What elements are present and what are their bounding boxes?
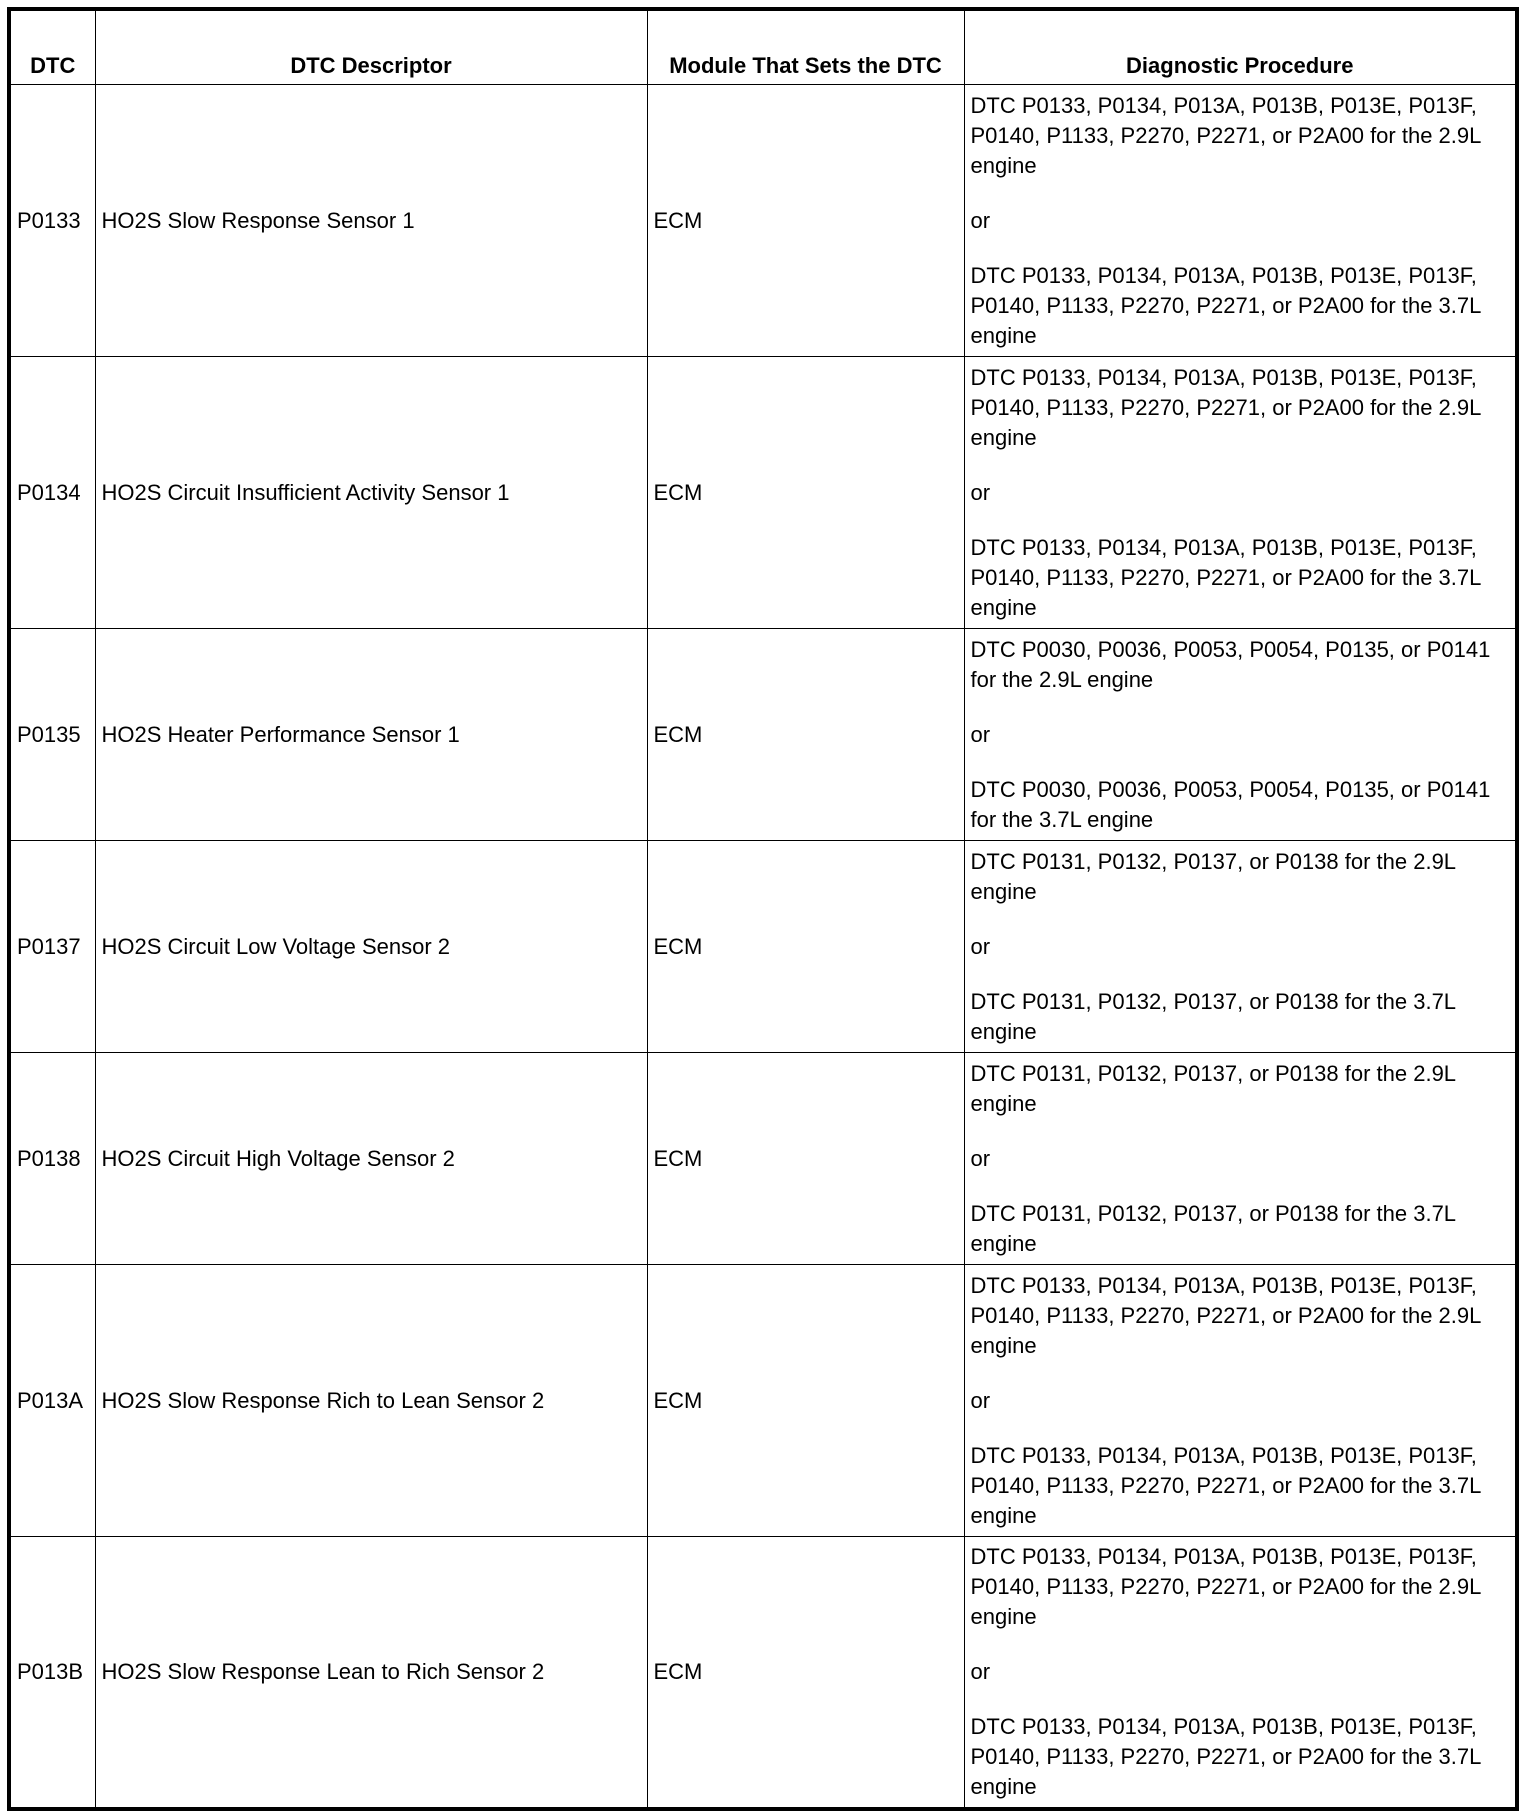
table-row <box>9 1537 1517 1809</box>
procedure-link-2-9l[interactable]: DTC P0133, P0134, P013A, P013B, P013E, P013F, P0140, P1133, P2270, P2271, or P2A00 for the 2.9L engine <box>970 1543 1481 1629</box>
dtc-descriptor: HO2S Slow Response Sensor 1 <box>95 85 647 357</box>
dtc-table-sheet <box>7 7 1515 1805</box>
procedure-link-2-9l[interactable]: DTC P0133, P0134, P013A, P013B, P013E, P013F, P0140, P1133, P2270, P2271, or P2A00 for the 2.9L engine <box>970 364 1481 450</box>
table-row <box>9 629 1517 841</box>
dtc-descriptor: HO2S Heater Performance Sensor 1 <box>95 629 647 841</box>
dtc-code: P0135 <box>9 629 95 841</box>
header-procedure: Diagnostic Procedure <box>964 9 1517 85</box>
procedure-link-3-7l[interactable]: DTC P0133, P0134, P013A, P013B, P013E, P013F, P0140, P1133, P2270, P2271, or P2A00 for the 3.7L engine <box>970 1442 1481 1528</box>
procedure-or: or <box>970 933 991 959</box>
diagnostic-procedure <box>964 629 1517 841</box>
header-descriptor: DTC Descriptor <box>95 9 647 85</box>
diagnostic-procedure <box>964 85 1517 357</box>
procedure-link-3-7l[interactable]: DTC P0030, P0036, P0053, P0054, P0135, or P0141 for the 3.7L engine <box>970 776 1491 832</box>
procedure-link-3-7l[interactable]: DTC P0133, P0134, P013A, P013B, P013E, P013F, P0140, P1133, P2270, P2271, or P2A00 for the 3.7L engine <box>970 1713 1481 1799</box>
table-row <box>9 1265 1517 1537</box>
setting-module: ECM <box>647 629 964 841</box>
procedure-or: or <box>970 207 991 233</box>
dtc-descriptor: HO2S Circuit Insufficient Activity Sensor 1 <box>95 357 647 629</box>
table-row <box>9 85 1517 357</box>
dtc-descriptor: HO2S Slow Response Rich to Lean Sensor 2 <box>95 1265 647 1537</box>
setting-module: ECM <box>647 841 964 1053</box>
dtc-code: P0134 <box>9 357 95 629</box>
procedure-or: or <box>970 1145 991 1171</box>
setting-module: ECM <box>647 1537 964 1809</box>
dtc-code: P013B <box>9 1537 95 1809</box>
table-row <box>9 1053 1517 1265</box>
dtc-descriptor: HO2S Slow Response Lean to Rich Sensor 2 <box>95 1537 647 1809</box>
diagnostic-procedure <box>964 357 1517 629</box>
dtc-code: P0137 <box>9 841 95 1053</box>
procedure-link-3-7l[interactable]: DTC P0133, P0134, P013A, P013B, P013E, P013F, P0140, P1133, P2270, P2271, or P2A00 for the 3.7L engine <box>970 262 1481 348</box>
setting-module: ECM <box>647 357 964 629</box>
dtc-code: P013A <box>9 1265 95 1537</box>
procedure-or: or <box>970 1658 991 1684</box>
procedure-or: or <box>970 1387 991 1413</box>
procedure-link-2-9l[interactable]: DTC P0131, P0132, P0137, or P0138 for the 2.9L engine <box>970 848 1456 904</box>
dtc-descriptor: HO2S Circuit High Voltage Sensor 2 <box>95 1053 647 1265</box>
setting-module: ECM <box>647 85 964 357</box>
header-module: Module That Sets the DTC <box>647 9 964 85</box>
diagnostic-procedure <box>964 1537 1517 1809</box>
diagnostic-procedure <box>964 1053 1517 1265</box>
setting-module: ECM <box>647 1265 964 1537</box>
procedure-link-2-9l[interactable]: DTC P0030, P0036, P0053, P0054, P0135, or P0141 for the 2.9L engine <box>970 636 1491 692</box>
procedure-link-3-7l[interactable]: DTC P0133, P0134, P013A, P013B, P013E, P013F, P0140, P1133, P2270, P2271, or P2A00 for the 3.7L engine <box>970 534 1481 620</box>
dtc-descriptor: HO2S Circuit Low Voltage Sensor 2 <box>95 841 647 1053</box>
header-dtc: DTC <box>9 9 95 85</box>
diagnostic-procedure <box>964 841 1517 1053</box>
table-row <box>9 357 1517 629</box>
procedure-link-2-9l[interactable]: DTC P0131, P0132, P0137, or P0138 for the 2.9L engine <box>970 1060 1456 1116</box>
procedure-or: or <box>970 721 991 747</box>
procedure-link-2-9l[interactable]: DTC P0133, P0134, P013A, P013B, P013E, P013F, P0140, P1133, P2270, P2271, or P2A00 for the 2.9L engine <box>970 92 1481 178</box>
procedure-link-3-7l[interactable]: DTC P0131, P0132, P0137, or P0138 for the 3.7L engine <box>970 988 1456 1044</box>
procedure-link-3-7l[interactable]: DTC P0131, P0132, P0137, or P0138 for the 3.7L engine <box>970 1200 1456 1256</box>
table-row <box>9 841 1517 1053</box>
dtc-table <box>7 7 1519 1811</box>
setting-module: ECM <box>647 1053 964 1265</box>
procedure-or: or <box>970 479 991 505</box>
dtc-code: P0138 <box>9 1053 95 1265</box>
diagnostic-procedure <box>964 1265 1517 1537</box>
table-body <box>9 85 1517 1809</box>
dtc-code: P0133 <box>9 85 95 357</box>
header-row <box>9 9 1517 85</box>
procedure-link-2-9l[interactable]: DTC P0133, P0134, P013A, P013B, P013E, P013F, P0140, P1133, P2270, P2271, or P2A00 for the 2.9L engine <box>970 1272 1481 1358</box>
